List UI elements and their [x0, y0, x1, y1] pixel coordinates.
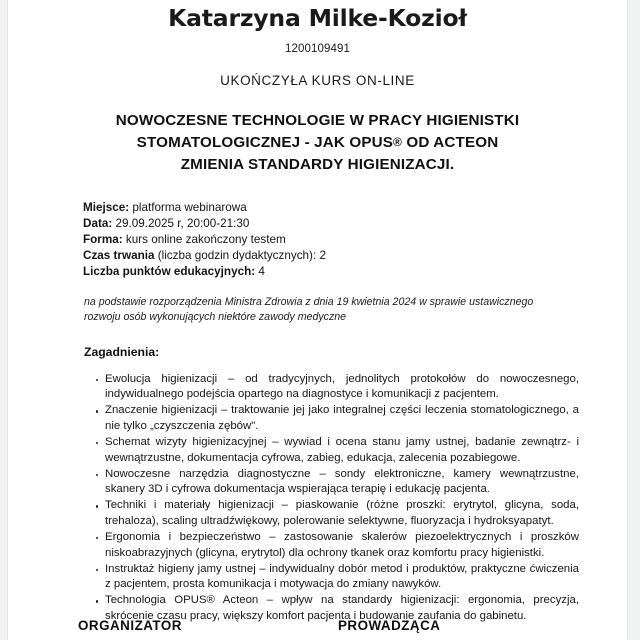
course-title-line-1: NOWOCZESNE TECHNOLOGIE W PRACY HIGIENISTKI: [115, 111, 520, 129]
recipient-name: Katarzyna Milke-Kozioł: [168, 4, 467, 32]
detail-key: Forma:: [83, 233, 123, 246]
list-item: Instruktaż higieny jamy ustnej – indywidualny dobór metod i produktów, praktyczne ćwiczenia z pacjentem, prosta komunikacja i motywacja do zmiany nawyków.: [96, 562, 579, 593]
completion-statement: UKOŃCZYŁA KURS ON-LINE: [220, 72, 415, 88]
list-item: Technologia OPUS® Acteon – wpływ na standardy higienizacji: ergonomia, precyzja, skrócenie czasu pracy, większy komfort pacjenta i budowanie zaufania do gabinetu.: [96, 593, 579, 624]
detail-row-points: [83, 264, 627, 280]
course-title-line-2a: STOMATOLOGICZNEJ - JAK OPUS: [136, 133, 394, 151]
page-edge-right: [627, 0, 640, 640]
certificate-page: [8, 0, 627, 640]
detail-key: Czas trwania: [83, 249, 155, 263]
list-item: Techniki i materiały higienizacji – piaskowanie (różne proszki: erytrytol, glicyna, soda, trehaloza), scaling ultradźwiękowy, polerowanie selektywne, fluoryzacja i hydroksyapatyt.: [96, 498, 579, 529]
detail-row-format: [83, 232, 627, 248]
recipient-id: 1200109491: [285, 42, 350, 55]
course-details: [8, 176, 627, 281]
course-title-line-2b: OD ACTEON: [402, 133, 499, 151]
detail-value: kurs online zakończony testem: [122, 233, 286, 246]
list-item: Schemat wizyty higienizacyjnej – wywiad i ocena stanu jamy ustnej, badanie zewnątrz- i wewnątrzustne, dokumentacja cyfrowa, zabieg, edukacja, zalecenia pozabiegowe.: [96, 435, 579, 466]
detail-value: platforma webinarowa: [129, 200, 247, 214]
course-title-line-3: ZMIENIA STANDARDY HIGIENIZACJI.: [180, 155, 455, 173]
legal-basis-note: na podstawie rozporządzenia Ministra Zdrowia z dnia 19 kwietnia 2024 w sprawie ustawicznego rozwoju osób wykonujących niektóre zawody medyczne: [84, 295, 534, 324]
detail-value: (liczba godzin dydaktycznych): 2: [154, 249, 326, 263]
list-item: Znaczenie higienizacji – traktowanie jej jako integralnej części leczenia stomatologicznego, a nie tylko „czyszczenia zębów".: [96, 403, 579, 434]
list-item: Nowoczesne narzędzia diagnostyczne – sondy elektroniczne, kamery wewnątrzustne, skanery 3D i cyfrowa dokumentacja wspierająca terapię i edukację pacjenta.: [96, 467, 579, 498]
topics-list: [8, 359, 627, 625]
detail-value: 29.09.2025 r, 20:00-21:30: [112, 216, 250, 230]
presenter-label: PROWADZĄCA: [338, 618, 441, 633]
page-edge-hairline-right: [627, 0, 628, 640]
detail-row-location: [83, 200, 627, 216]
course-title: [8, 88, 627, 176]
list-item: Ergonomia i bezpieczeństwo – zastosowanie skalerów piezoelektrycznych i proszków niskoabrazyjnych (glicyna, erytrytol) dla ochrony tkanek oraz komfortu pracy higienistki.: [96, 530, 579, 561]
signature-footer: [8, 596, 627, 640]
detail-value: 4: [255, 265, 265, 279]
organizer-label: ORGANIZATOR: [78, 618, 182, 633]
topics-heading: Zagadnienia:: [84, 344, 160, 359]
detail-key: Data:: [83, 216, 113, 230]
detail-key: Liczba punktów edukacyjnych:: [83, 265, 256, 279]
detail-row-date: [83, 216, 627, 232]
detail-row-duration: [83, 248, 627, 264]
list-item: Ewolucja higienizacji – od tradycyjnych, jednolitych protokołów do nowoczesnego, indywidualnego podejścia opartego na diagnostyce i komunikacji z pacjentem.: [96, 372, 579, 403]
detail-key: Miejsce:: [83, 200, 130, 214]
registered-trademark-icon: ®: [393, 134, 403, 149]
